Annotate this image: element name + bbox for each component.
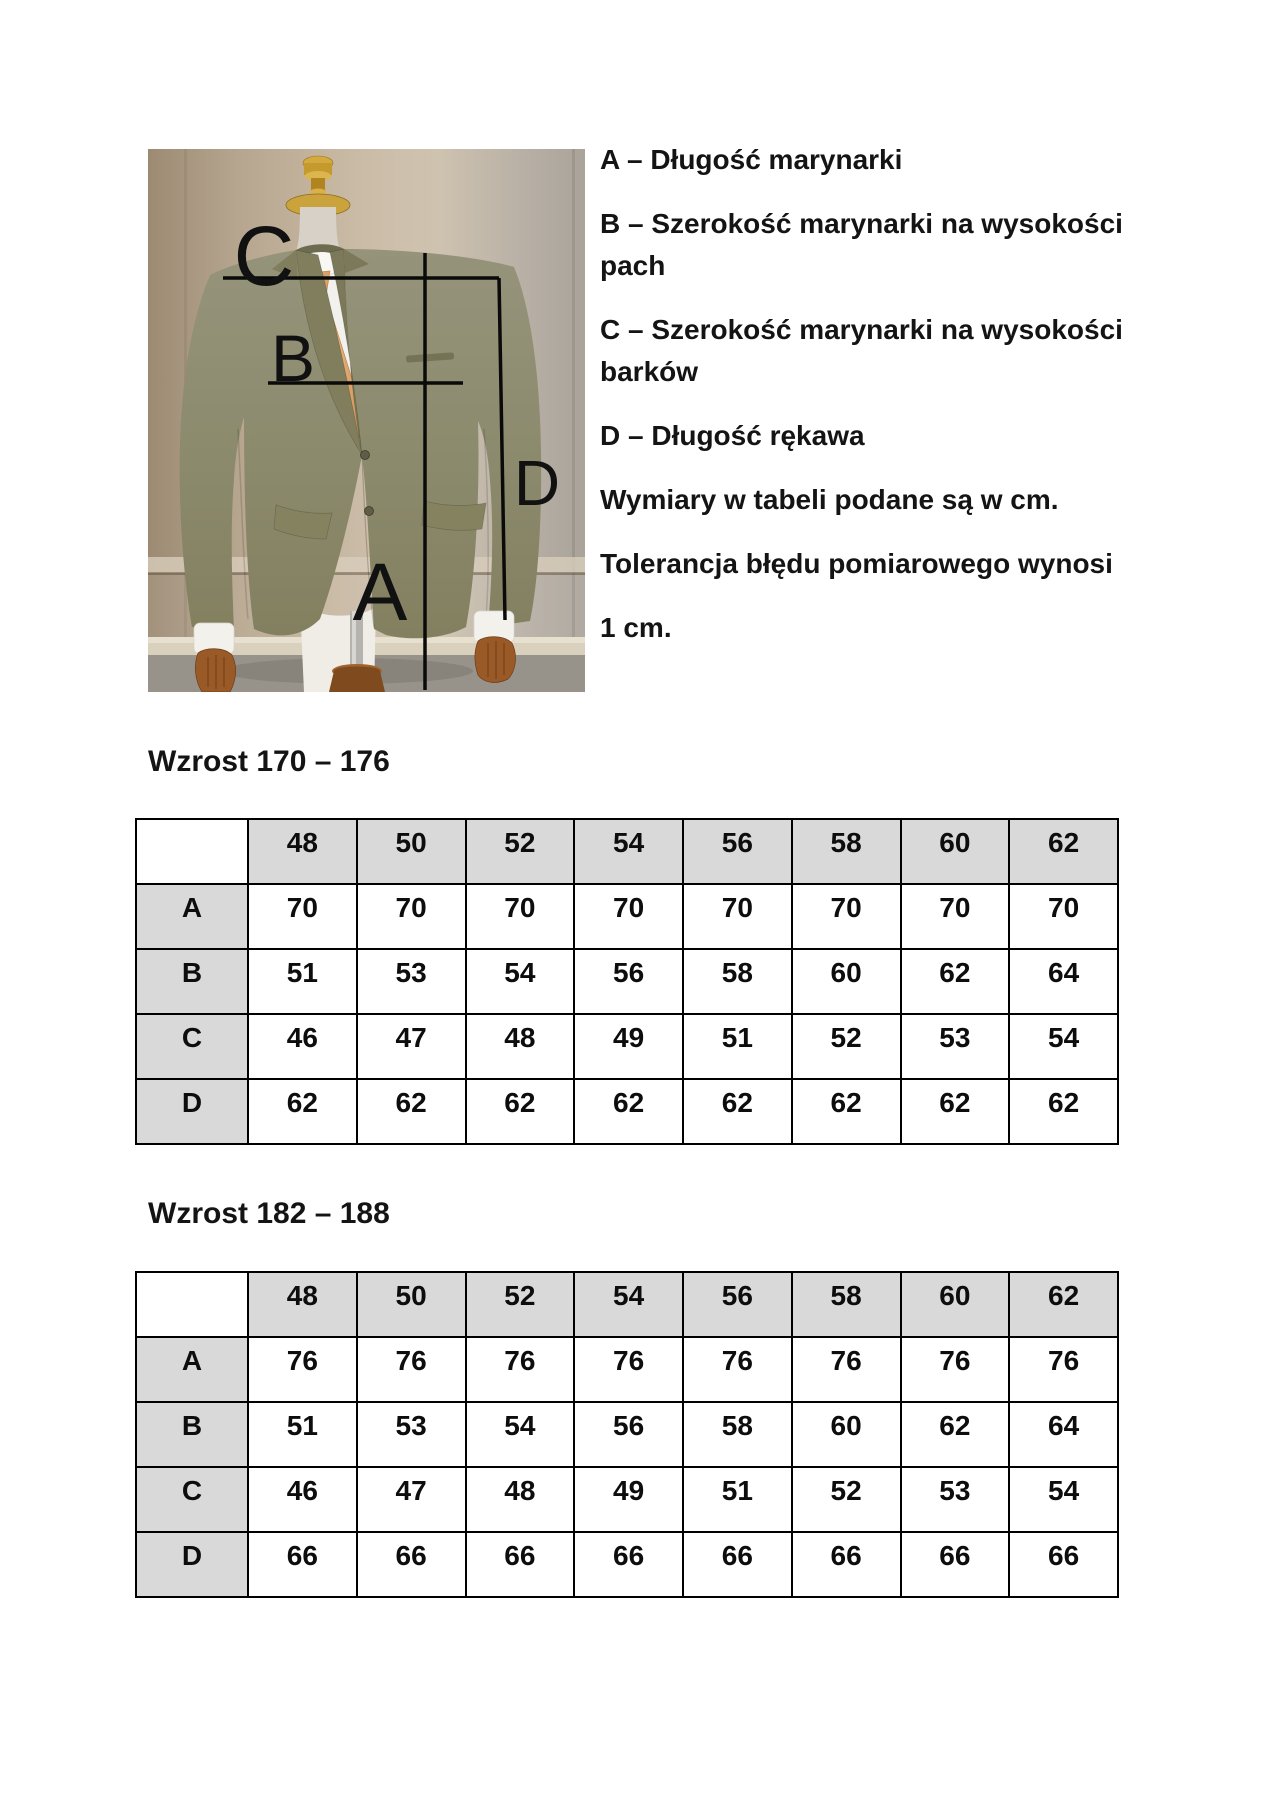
- measurement-value-cell: 66: [466, 1532, 575, 1597]
- label-b: B: [270, 321, 316, 395]
- measurement-value-cell: 48: [466, 1014, 575, 1079]
- measurement-value-cell: 62: [248, 1079, 357, 1144]
- measurement-value-cell: 54: [466, 949, 575, 1014]
- measurement-value-cell: 49: [574, 1014, 683, 1079]
- measurement-value-cell: 56: [574, 949, 683, 1014]
- jacket-measurement-figure: [148, 149, 585, 692]
- measurement-value-cell: 62: [901, 949, 1010, 1014]
- measurement-value-cell: 76: [792, 1337, 901, 1402]
- measurement-value-cell: 70: [1009, 884, 1118, 949]
- legend-line-d: D – Długość rękawa: [600, 420, 865, 451]
- measurement-value-cell: 54: [466, 1402, 575, 1467]
- header-row: [136, 819, 1118, 884]
- measurement-value-cell: 62: [466, 1079, 575, 1144]
- measurement-value-cell: 47: [357, 1467, 466, 1532]
- label-a: A: [352, 547, 408, 638]
- size-column-header: 54: [574, 1272, 683, 1337]
- measurement-value-cell: 76: [574, 1337, 683, 1402]
- size-column-header: 58: [792, 819, 901, 884]
- size-column-header: 48: [248, 819, 357, 884]
- legend-line-b: B – Szerokość marynarki na wysokości: [600, 208, 1123, 239]
- jacket-button-top: [361, 451, 370, 460]
- jacket-button-bottom: [365, 507, 374, 516]
- measurement-value-cell: 62: [901, 1079, 1010, 1144]
- legend-line-units: Wymiary w tabeli podane są w cm.: [600, 484, 1059, 515]
- measurement-value-cell: 66: [574, 1532, 683, 1597]
- label-d: D: [513, 447, 561, 519]
- measurement-value-cell: 66: [683, 1532, 792, 1597]
- measurement-value-cell: 66: [357, 1532, 466, 1597]
- measurement-value-cell: 62: [1009, 1079, 1118, 1144]
- measurement-value-cell: 76: [248, 1337, 357, 1402]
- measurement-value-cell: 76: [683, 1337, 792, 1402]
- size-column-header: 62: [1009, 1272, 1118, 1337]
- measurement-value-cell: 49: [574, 1467, 683, 1532]
- measurement-value-cell: 64: [1009, 1402, 1118, 1467]
- size-column-header: 60: [901, 819, 1010, 884]
- measurement-value-cell: 62: [357, 1079, 466, 1144]
- measurement-value-cell: 54: [1009, 1014, 1118, 1079]
- measurement-value-cell: 53: [357, 1402, 466, 1467]
- size-table-height-182-188: [135, 1271, 1119, 1598]
- measurement-value-cell: 47: [357, 1014, 466, 1079]
- legend-line-c-wrap: barków: [600, 356, 699, 387]
- measurement-value-cell: 76: [466, 1337, 575, 1402]
- size-column-header: 56: [683, 819, 792, 884]
- size-column-header: 62: [1009, 819, 1118, 884]
- measurement-value-cell: 62: [574, 1079, 683, 1144]
- measurement-value-cell: 76: [357, 1337, 466, 1402]
- size-column-header: 58: [792, 1272, 901, 1337]
- measurement-value-cell: 66: [792, 1532, 901, 1597]
- row-label-cell: C: [136, 1467, 248, 1532]
- measurement-value-cell: 62: [901, 1402, 1010, 1467]
- size-column-header: 50: [357, 1272, 466, 1337]
- size-column-header: 52: [466, 819, 575, 884]
- measurement-value-cell: 51: [248, 949, 357, 1014]
- legend-line-tolerance-value: 1 cm.: [600, 612, 672, 643]
- measurement-value-cell: 62: [792, 1079, 901, 1144]
- size-column-header: 48: [248, 1272, 357, 1337]
- size-column-header: 52: [466, 1272, 575, 1337]
- size-table-height-170-176: [135, 818, 1119, 1145]
- measurement-value-cell: 60: [792, 1402, 901, 1467]
- measurement-value-cell: 70: [792, 884, 901, 949]
- measurement-value-cell: 46: [248, 1014, 357, 1079]
- header-row: [136, 1272, 1118, 1337]
- measurement-value-cell: 70: [357, 884, 466, 949]
- measurement-value-cell: 48: [466, 1467, 575, 1532]
- jacket-photo-svg: [148, 149, 585, 692]
- label-c: C: [233, 209, 295, 303]
- table-row: [136, 1532, 1118, 1597]
- measurement-value-cell: 60: [792, 949, 901, 1014]
- measurement-value-cell: 76: [1009, 1337, 1118, 1402]
- measurement-value-cell: 58: [683, 1402, 792, 1467]
- row-label-cell: D: [136, 1532, 248, 1597]
- measurement-value-cell: 66: [248, 1532, 357, 1597]
- measurement-value-cell: 70: [248, 884, 357, 949]
- measurement-value-cell: 64: [1009, 949, 1118, 1014]
- measurement-value-cell: 66: [901, 1532, 1010, 1597]
- measurement-value-cell: 54: [1009, 1467, 1118, 1532]
- row-label-cell: D: [136, 1079, 248, 1144]
- measurement-legend: [600, 139, 1200, 649]
- measurement-value-cell: 70: [574, 884, 683, 949]
- corner-cell: [136, 1272, 248, 1337]
- row-label-cell: A: [136, 884, 248, 949]
- measurement-value-cell: 52: [792, 1014, 901, 1079]
- table-row: [136, 1014, 1118, 1079]
- size-column-header: 50: [357, 819, 466, 884]
- measurement-value-cell: 46: [248, 1467, 357, 1532]
- table-title-height-182-188: Wzrost 182 – 188: [148, 1197, 390, 1230]
- size-column-header: 60: [901, 1272, 1010, 1337]
- measurement-value-cell: 56: [574, 1402, 683, 1467]
- table-row: [136, 1079, 1118, 1144]
- size-column-header: 54: [574, 819, 683, 884]
- measurement-value-cell: 70: [683, 884, 792, 949]
- measurement-value-cell: 53: [357, 949, 466, 1014]
- legend-line-tolerance: Tolerancja błędu pomiarowego wynosi: [600, 548, 1113, 579]
- measurement-value-cell: 66: [1009, 1532, 1118, 1597]
- table-row: [136, 949, 1118, 1014]
- measurement-value-cell: 53: [901, 1467, 1010, 1532]
- measurement-value-cell: 51: [248, 1402, 357, 1467]
- row-label-cell: C: [136, 1014, 248, 1079]
- measurement-value-cell: 70: [901, 884, 1010, 949]
- legend-line-b-wrap: pach: [600, 250, 666, 281]
- size-column-header: 56: [683, 1272, 792, 1337]
- table-row: [136, 1467, 1118, 1532]
- measurement-value-cell: 58: [683, 949, 792, 1014]
- measurement-value-cell: 70: [466, 884, 575, 949]
- table-row: [136, 1337, 1118, 1402]
- legend-line-a: A – Długość marynarki: [600, 144, 903, 175]
- row-label-cell: B: [136, 1402, 248, 1467]
- row-label-cell: B: [136, 949, 248, 1014]
- measurement-value-cell: 51: [683, 1467, 792, 1532]
- legend-line-c: C – Szerokość marynarki na wysokości: [600, 314, 1123, 345]
- table-row: [136, 1402, 1118, 1467]
- measurement-value-cell: 62: [683, 1079, 792, 1144]
- measurement-value-cell: 51: [683, 1014, 792, 1079]
- corner-cell: [136, 819, 248, 884]
- measurement-value-cell: 53: [901, 1014, 1010, 1079]
- measurement-value-cell: 52: [792, 1467, 901, 1532]
- table-row: [136, 884, 1118, 949]
- row-label-cell: A: [136, 1337, 248, 1402]
- right-pocket-flap: [422, 501, 486, 530]
- measurement-value-cell: 76: [901, 1337, 1010, 1402]
- table-title-height-170-176: Wzrost 170 – 176: [148, 745, 390, 778]
